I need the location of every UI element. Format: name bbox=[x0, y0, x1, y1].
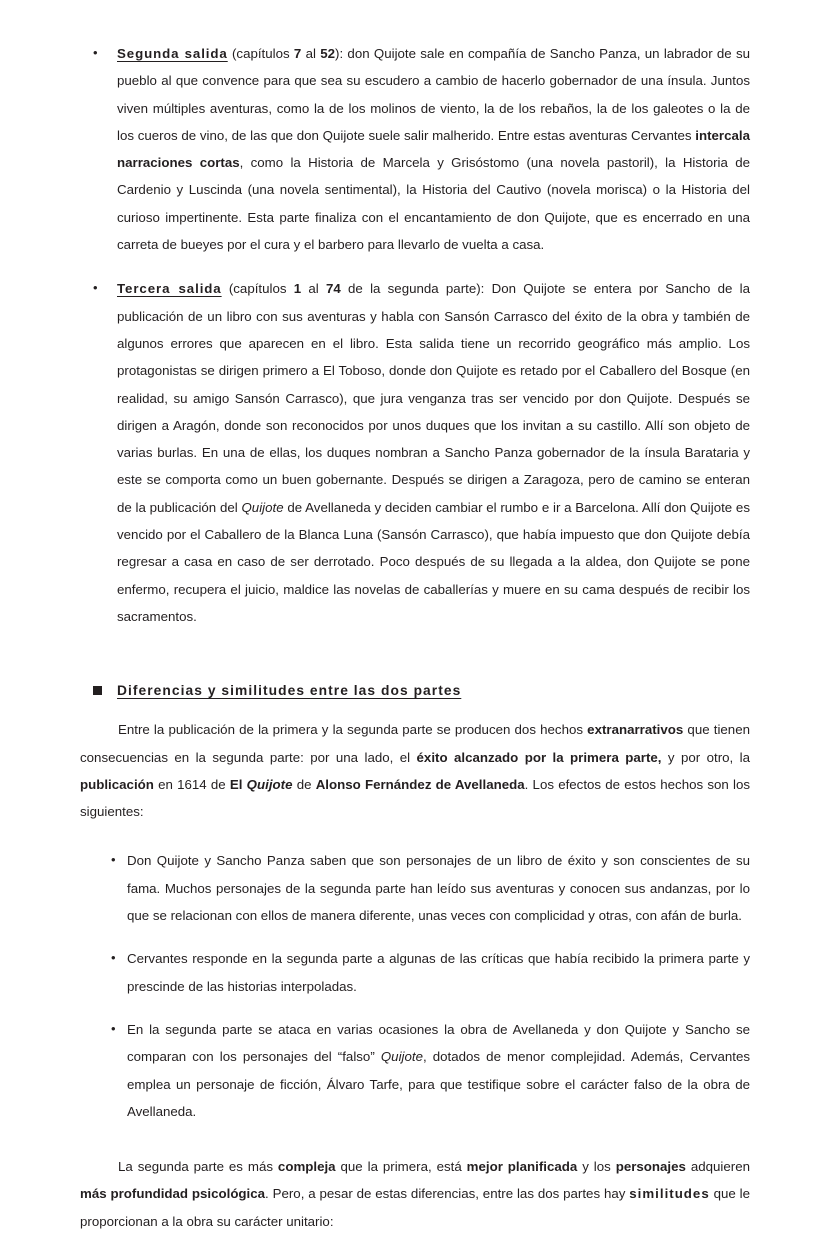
closing-text-c: que la primera, está bbox=[335, 1159, 467, 1175]
intro-bold-italic-quijote: Quijote bbox=[246, 776, 293, 792]
tercera-salida-text-c: al bbox=[301, 281, 326, 297]
spacer-before-heading bbox=[80, 647, 750, 677]
intro-bold-exito: éxito alcanzado por la primera parte, bbox=[416, 749, 662, 765]
intro-text-l: . Los efectos de estos hechos son los siguientes: bbox=[80, 776, 750, 820]
effect-item-3-text bbox=[127, 1016, 750, 1125]
segunda-salida-text-e: ): don Quijote sale en compañía de Sancho Panza, un labrador de su pueblo al que convence para que sea su escudero a cambio de hacerlo gobernador de una ínsula. Juntos viven múltiples aventuras, como la de los molinos de viento, la de los rebaños, la de los galeotes o la de los cueros de vino, de las que don Quijote suele salir malherido. Entre estas aventuras Cervantes bbox=[117, 46, 750, 143]
tercera-salida-paragraph bbox=[117, 275, 750, 630]
spacer-after-heading bbox=[80, 704, 750, 716]
tercera-salida-text-e: de la segunda parte): Don Quijote se entera por Sancho de la publicación de un libro con sus aventuras y habla con Sansón Carrasco del éxito de la obra y también de algunos errores que aparecen en el libro. Esta salida tiene un recorrido geográfico más amplio. Los protagonistas se dirigen primero a El Toboso, donde don Quijote es retado por el Caballero del Bosque (en realidad, su amigo Sansón Carrasco), que jura venganza tras ser vencido por don Quijote. Después se dirigen a Aragón, donde son reconocidos por unos duques que los invitan a su castillo. Allí son objeto de varias burlas. En una de ellas, los duques nombran a Sancho Panza gobernador de la ínsula Barataria y este se comporta como un buen gobernante. Después se dirigen a Zaragoza, pero de camino se enteran de la publicación del bbox=[117, 281, 750, 515]
segunda-salida-chapter-start: 7 bbox=[293, 46, 302, 61]
segunda-salida-paragraph bbox=[117, 40, 750, 258]
segunda-salida-chapter-end: 52 bbox=[320, 46, 336, 61]
intro-bold-extranarrativos: extranarrativos bbox=[587, 722, 684, 738]
closing-text-i: . Pero, a pesar de estas diferencias, entre las dos partes hay bbox=[265, 1186, 630, 1202]
spacer-before-effects bbox=[80, 825, 750, 847]
document-content bbox=[80, 40, 750, 1235]
closing-text-g: adquieren bbox=[685, 1159, 750, 1175]
closing-bold-compleja: compleja bbox=[277, 1159, 336, 1175]
segunda-salida-text-a: (capítulos bbox=[227, 46, 294, 61]
list-item-tercera-salida bbox=[80, 275, 750, 630]
closing-text-k: que le proporcionan a la obra su carácter unitario: bbox=[80, 1186, 750, 1229]
intro-text-g: en 1614 de bbox=[153, 776, 230, 792]
intro-text-e: y por otro, la bbox=[661, 749, 751, 765]
intro-text-j: de bbox=[292, 776, 316, 792]
section-heading-row bbox=[80, 677, 750, 704]
list-item bbox=[80, 1016, 750, 1125]
intro-text-a: Entre la publicación de la primera y la segunda parte se producen dos hechos bbox=[118, 722, 588, 738]
effect-item-1-text: • Don Quijote y Sancho Panza saben que son personajes de un libro de éxito y son conscientes de su fama. Muchos personajes de la segunda parte han leído sus aventuras y conocen sus andanzas, por lo que se relacionan con ellos de manera diferente, unas veces con complicidad y otras, con afán de burla. bbox=[127, 853, 750, 924]
tercera-salida-text-g: de Avellaneda y deciden cambiar el rumbo e ir a Barcelona. Allí don Quijote es vencido por el Caballero de la Blanca Luna (Sansón Carrasco), que había impuesto que don Quijote debía regresar a casa en caso de ser derrotado. Poco después de su llegada a la aldea, don Quijote se pone enfermo, recupera el juicio, maldice las novelas de caballerías y muere en su cama después de recibir los sacramentos. bbox=[117, 499, 750, 624]
intro-bold-avellaneda: Alonso Fernández de Avellaneda bbox=[315, 776, 525, 792]
list-item bbox=[80, 847, 750, 929]
segunda-salida-text-g: , como la Historia de Marcela y Grisóstomo (una novela pastoril), la Historia de Cardenio y Luscinda (una novela sentimental), la Historia del Cautivo (novela morisca) o la Historia del curioso impertinente. Esta parte finaliza con el encantamiento de don Quijote, que es encerrado en una carreta de bueyes por el cura y el barbero para llevarlo de vuelta a casa. bbox=[117, 155, 750, 253]
segunda-salida-label: Segunda salida bbox=[117, 46, 228, 61]
segunda-salida-bold-phrase: intercala narraciones cortas bbox=[117, 127, 750, 171]
segunda-salida-text-c: al bbox=[301, 46, 321, 61]
tercera-salida-text-a: (capítulos bbox=[221, 281, 294, 297]
list-item-segunda-salida bbox=[80, 40, 750, 258]
tercera-salida-chapter-end: 74 bbox=[326, 281, 341, 297]
salidas-list bbox=[80, 40, 750, 630]
effect-3-italic-quijote: Quijote bbox=[380, 1049, 423, 1065]
effect-3-text-a: En la segunda parte se ataca en varias ocasiones la obra de Avellaneda y don Quijote y Sancho se comparan con los personajes del “falso” bbox=[127, 1021, 750, 1065]
effect-3-text-c: , dotados de menor complejidad. Además, Cervantes emplea un personaje de ficción, Álvaro Tarfe, para que testifique sobre el carácter falso de la obra de Avellaneda. bbox=[127, 1049, 751, 1119]
closing-bold-personajes: personajes bbox=[615, 1159, 686, 1175]
intro-text-c: que tienen consecuencias en la segunda parte: por una lado, el bbox=[80, 722, 750, 765]
closing-text-a: La segunda parte es más bbox=[118, 1159, 278, 1175]
tercera-salida-title-quijote: Quijote bbox=[241, 499, 284, 515]
effect-item-2-text: • Cervantes responde en la segunda parte a algunas de las críticas que había recibido la primera parte y prescinde de las historias interpoladas. bbox=[127, 951, 750, 994]
tercera-salida-chapter-start: 1 bbox=[293, 281, 302, 297]
closing-paragraph bbox=[80, 1153, 750, 1235]
closing-text-e: y los bbox=[577, 1159, 616, 1175]
intro-paragraph bbox=[80, 716, 750, 825]
closing-bold-mejor-planificada: mejor planificada bbox=[466, 1159, 578, 1175]
spacer-before-closing bbox=[80, 1141, 750, 1153]
intro-bold-el: El bbox=[229, 776, 247, 792]
closing-bold-similitudes: similitudes bbox=[629, 1186, 710, 1202]
intro-bold-publicacion: publicación bbox=[80, 776, 154, 792]
list-item bbox=[80, 945, 750, 1000]
tercera-salida-label: Tercera salida bbox=[117, 281, 222, 297]
effects-list bbox=[80, 847, 750, 1125]
closing-bold-profundidad: más profundidad psicológica bbox=[80, 1186, 266, 1202]
section-heading-title: Diferencias y similitudes entre las dos partes bbox=[117, 683, 462, 699]
